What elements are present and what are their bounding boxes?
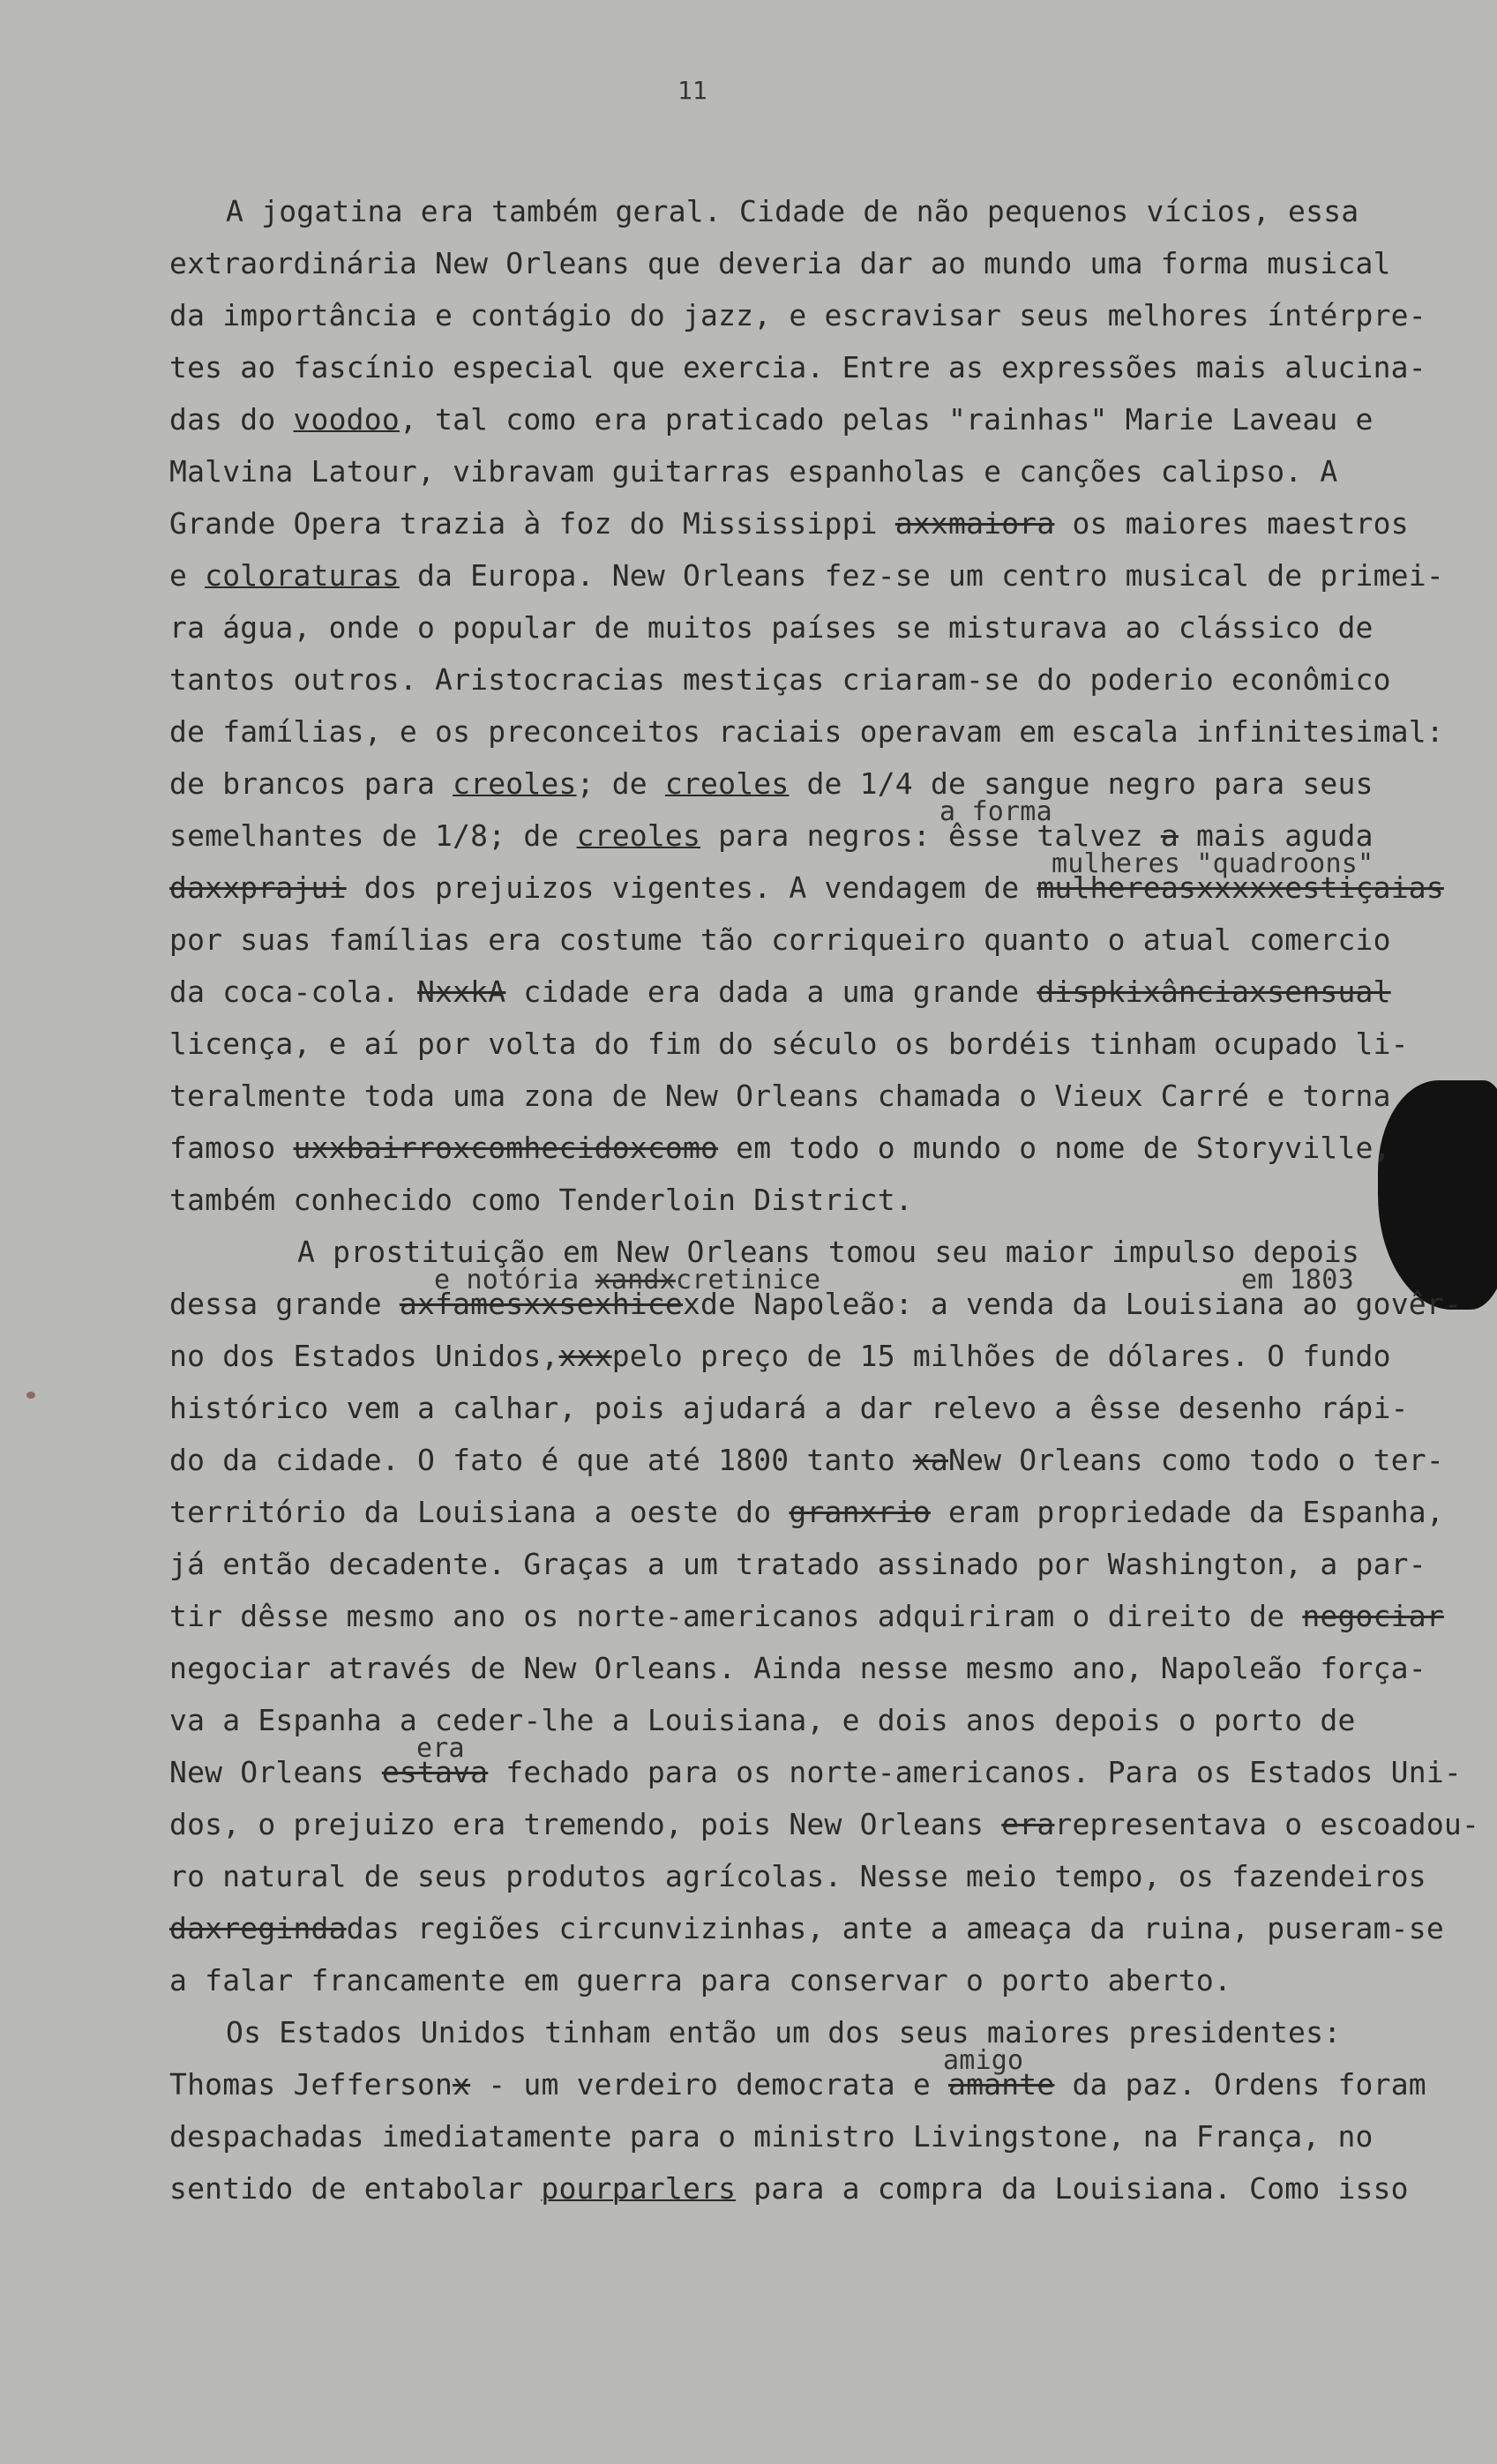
line-fragment: da coca-cola. xyxy=(169,974,400,1009)
struck-text: granxrio xyxy=(789,1495,931,1529)
text-line: extraordinária New Orleans que deveria dar ao mundo uma forma musical xyxy=(169,246,1391,280)
line-fragment: dos prejuizos vigentes. A vendagem de xyxy=(363,870,1020,905)
handwritten-correction: em 1803 xyxy=(1241,1265,1354,1295)
text-line xyxy=(169,497,1457,549)
struck-text: x xyxy=(453,2067,471,2102)
text-line: sentido de entabolar pourparlers para a compra da Louisiana. Como isso xyxy=(169,2171,1409,2206)
text-line: despachadas imediatamente para o ministro Livingstone, na França, no xyxy=(169,2119,1373,2154)
text-line: A jogatina era também geral. Cidade de não pequenos vícios, essa xyxy=(226,194,1359,228)
text-line: va a Espanha a ceder-lhe a Louisiana, e dois anos depois o porto de xyxy=(169,1703,1356,1737)
text-line xyxy=(169,1330,1457,1382)
line-fragment: os maiores maestros xyxy=(1054,506,1409,541)
underlined-word: creoles xyxy=(576,818,701,853)
line-fragment: eram propriedade da Espanha, xyxy=(930,1495,1444,1529)
line-fragment: Thomas Jefferson xyxy=(169,2067,453,2102)
text-line: histórico vem a calhar, pois ajudará a dar relevo a êsse desenho rápi- xyxy=(169,1391,1409,1425)
handwritten-correction: a forma xyxy=(939,796,1052,827)
struck-text: estava xyxy=(381,1755,489,1789)
struck-text: era xyxy=(1001,1807,1055,1841)
text-line: ra água, onde o popular de muitos países se misturava ao clássico de xyxy=(169,610,1373,645)
handwritten-correction: amigo xyxy=(943,2045,1024,2076)
text-line xyxy=(169,966,1457,1018)
text-line: da importância e contágio do jazz, e escravisar seus melhores íntérpre- xyxy=(169,298,1426,332)
text-line xyxy=(169,1798,1480,1850)
struck-text: daxxprajui xyxy=(169,870,347,905)
struck-text: negociar xyxy=(1302,1599,1444,1633)
line-fragment: famoso xyxy=(169,1131,276,1165)
text-line xyxy=(169,1486,1457,1538)
text-line xyxy=(169,1590,1457,1642)
line-fragment: New Orleans xyxy=(169,1755,364,1789)
text-line: das do voodoo, tal como era praticado pelas "rainhas" Marie Laveau e xyxy=(169,402,1373,437)
stain xyxy=(26,1392,35,1399)
handwritten-correction: e notória xandxcretinice xyxy=(434,1265,821,1295)
struck-text: axxmaiora xyxy=(894,506,1055,541)
text-line xyxy=(169,1434,1457,1486)
line-fragment: - um verdeiro democrata e xyxy=(470,2067,948,2102)
text-line xyxy=(169,1265,1462,1330)
text-line: por suas famílias era costume tão corriqueiro quanto o atual comercio xyxy=(169,922,1391,957)
struck-text: amante xyxy=(948,2067,1055,2102)
line-fragment: tir dêsse mesmo ano os norte-americanos adquiriram o direito de xyxy=(169,1599,1285,1633)
line-fragment: cidade era dada a uma grande xyxy=(505,974,1037,1009)
handwritten-correction: era xyxy=(416,1733,465,1764)
line-fragment: mais aguda xyxy=(1178,818,1373,853)
text-line: também conhecido como Tenderloin District. xyxy=(169,1183,913,1217)
underlined-word: voodoo xyxy=(293,402,400,437)
struck-text: xxx xyxy=(558,1339,612,1373)
struck-text: axfamesxxsexhice xyxy=(399,1287,683,1321)
line-fragment: dos, o prejuizo era tremendo, pois New Orleans xyxy=(169,1807,984,1841)
text-line: negociar através de New Orleans. Ainda nesse mesmo ano, Napoleão força- xyxy=(169,1651,1426,1685)
struck-text: NxxkA xyxy=(416,974,506,1009)
line-fragment: no dos Estados Unidos, xyxy=(169,1339,559,1373)
line-fragment: New Orleans como todo o ter- xyxy=(948,1443,1444,1477)
text-line: de famílias, e os preconceitos raciais operavam em escala infinitesimal: xyxy=(169,714,1444,749)
handwritten-correction: mulheres "quadroons" xyxy=(1052,848,1374,879)
line-fragment: em todo o mundo o nome de Storyville, xyxy=(718,1131,1391,1165)
text-line: e coloraturas da Europa. New Orleans fez-se um centro musical de primei- xyxy=(169,558,1444,593)
text-line: a falar francamente em guerra para conservar o porto aberto. xyxy=(169,1963,1232,1997)
text-line: A prostituição em New Orleans tomou seu maior impulso depois xyxy=(297,1235,1360,1269)
line-fragment: Grande Opera trazia à foz do Mississippi xyxy=(169,506,878,541)
text-line: de brancos para creoles; de creoles de 1/4 de sangue negro para seus xyxy=(169,766,1373,801)
struck-text: a xyxy=(1160,818,1179,853)
text-line xyxy=(169,1122,1457,1174)
text-line xyxy=(169,848,1457,914)
underlined-word: creoles xyxy=(453,766,577,801)
underlined-word: creoles xyxy=(664,766,790,801)
text-line xyxy=(169,2045,1457,2110)
text-line: tes ao fascínio especial que exercia. Entre as expressões mais alucina- xyxy=(169,350,1426,385)
body-text xyxy=(169,185,1480,2214)
text-line: já então decadente. Graças a um tratado assinado por Washington, a par- xyxy=(169,1547,1426,1581)
struck-text: dispkixânciaxsensual xyxy=(1037,974,1391,1009)
underlined-word: coloraturas xyxy=(205,558,400,593)
text-line: teralmente toda uma zona de New Orleans chamada o Vieux Carré e torna xyxy=(169,1079,1391,1113)
line-fragment: território da Louisiana a oeste do xyxy=(169,1495,772,1529)
text-line xyxy=(169,1733,1462,1798)
struck-text: xa xyxy=(912,1443,948,1477)
page-number: 11 xyxy=(677,76,707,105)
line-fragment: fechado para os norte-americanos. Para os Estados Uni- xyxy=(488,1755,1462,1789)
underlined-word: pourparlers xyxy=(541,2171,737,2206)
line-fragment: do da cidade. O fato é que até 1800 tanto xyxy=(169,1443,895,1477)
line-fragment: da paz. Ordens foram xyxy=(1054,2067,1426,2102)
line-fragment: das regiões circunvizinhas, ante a ameaça da ruina, puseram-se xyxy=(346,1911,1444,1945)
line-fragment: representava o escoadou- xyxy=(1054,1807,1480,1841)
text-line: Malvina Latour, vibravam guitarras espanholas e canções calipso. A xyxy=(169,454,1338,489)
text-line: ro natural de seus produtos agrícolas. Nesse meio tempo, os fazendeiros xyxy=(169,1859,1426,1893)
text-line: Os Estados Unidos tinham então um dos seus maiores presidentes: xyxy=(226,2015,1342,2050)
line-fragment: pelo preço de 15 milhões de dólares. O fundo xyxy=(611,1339,1391,1373)
text-line: a forma semelhantes de 1/8; de creoles para negros: êsse talvez a mais aguda xyxy=(169,810,1457,862)
text-line: tantos outros. Aristocracias mestiças criaram-se do poderio econômico xyxy=(169,662,1391,697)
text-line xyxy=(169,1902,1457,1954)
struck-text: uxxbairroxcomhecidoxcomo xyxy=(293,1131,719,1165)
text-line: licença, e aí por volta do fim do século os bordéis tinham ocupado li- xyxy=(169,1027,1409,1061)
struck-text: mulhereasxxxxxestiçaias xyxy=(1037,870,1444,905)
struck-text: daxreginda xyxy=(169,1911,347,1945)
line-fragment: dessa grande xyxy=(169,1287,382,1321)
line-fragment: xde Napoleão: a venda da Louisiana ao govêr- xyxy=(682,1287,1462,1321)
